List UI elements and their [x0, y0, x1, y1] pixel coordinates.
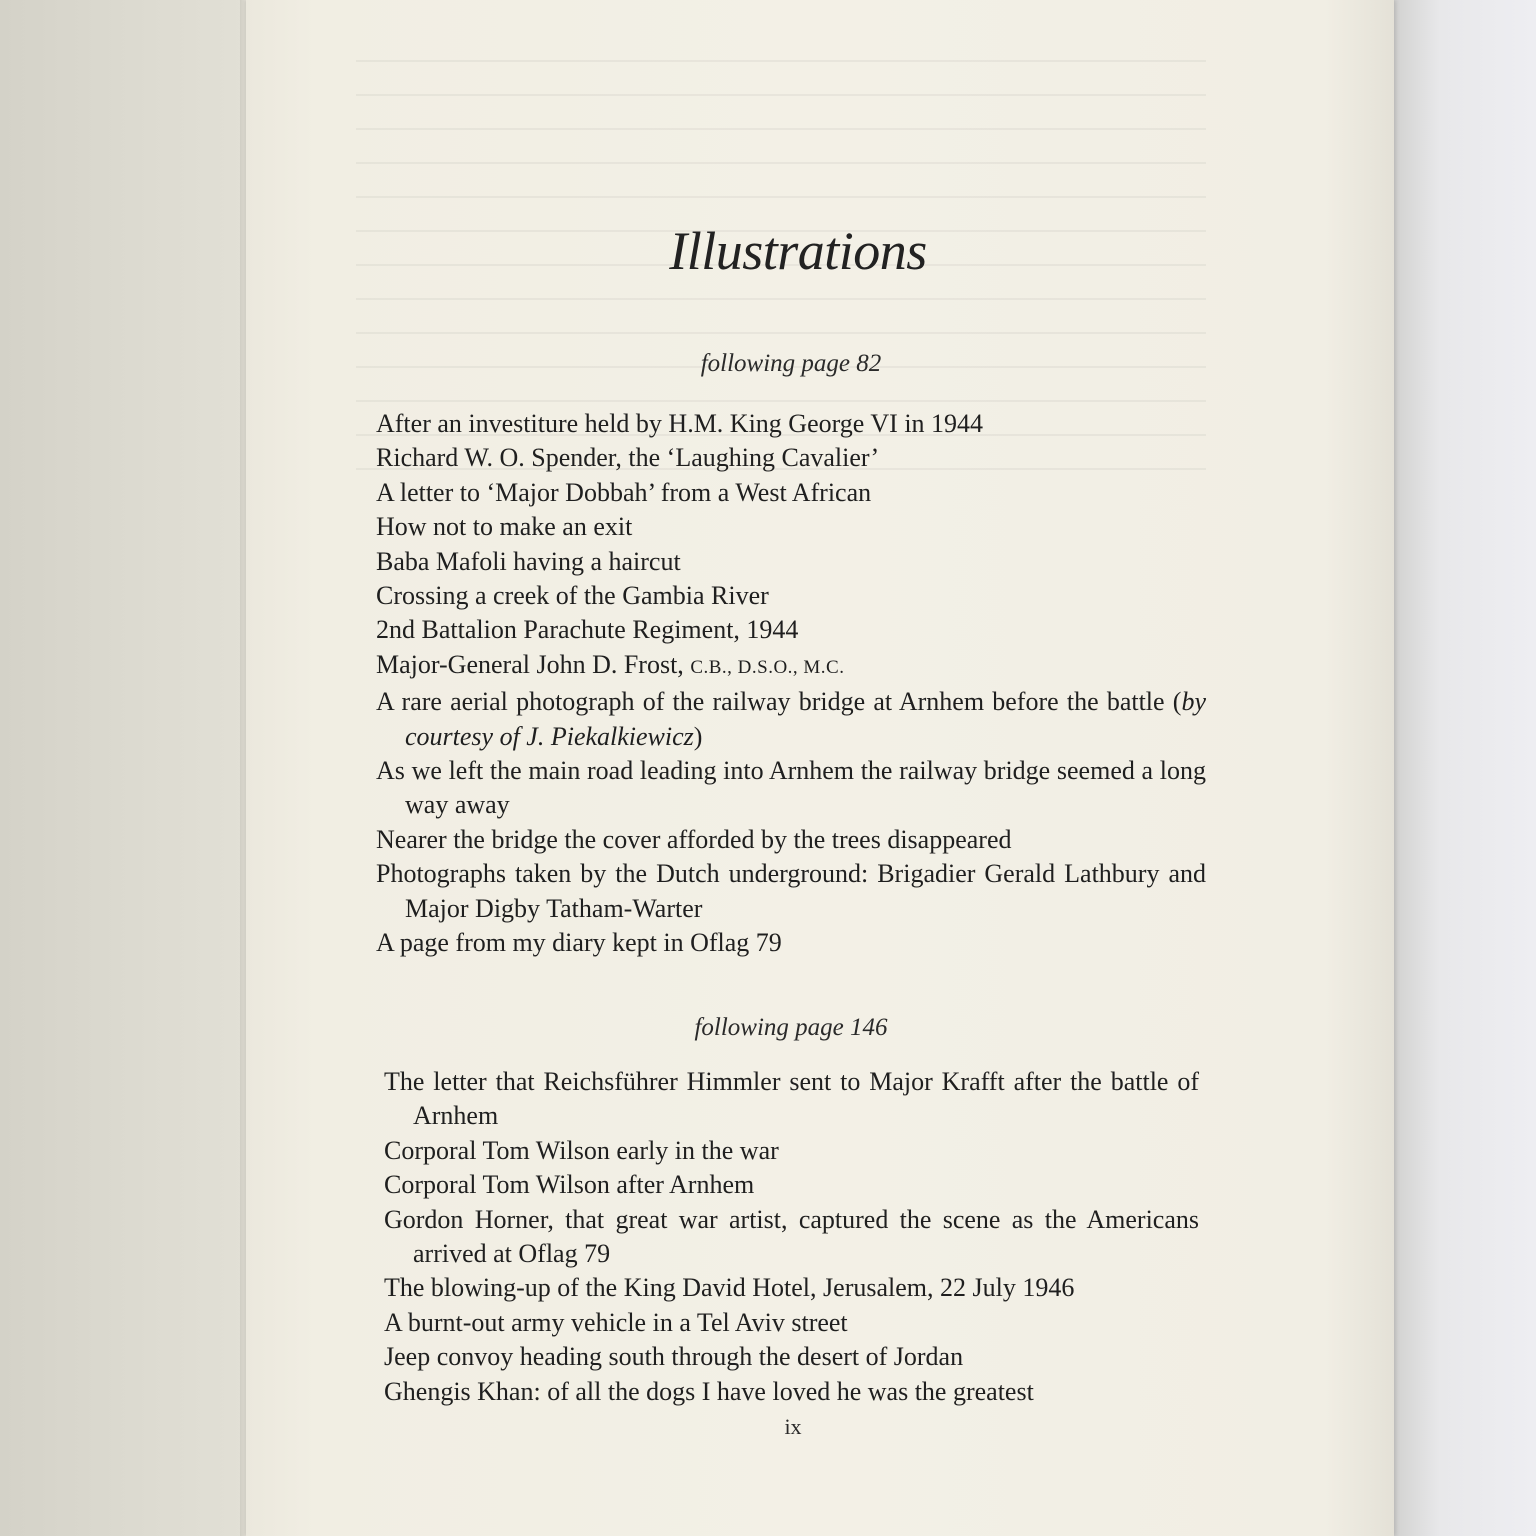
frost-honours: C.B., D.S.O., M.C.	[690, 656, 845, 678]
aerial-credit: by courtesy of J. Piekalkiewicz	[405, 687, 1206, 751]
aerial-caption: A rare aerial photograph of the railway bridge at Arnhem before the battle	[376, 687, 1165, 717]
list-item: A page from my diary kept in Oflag 79	[376, 928, 782, 958]
section-heading-page-82: following page 82	[700, 350, 882, 377]
list-item: Corporal Tom Wilson early in the war	[384, 1135, 779, 1165]
list-item: Jeep convoy heading south through the desert of Jordan	[384, 1342, 964, 1372]
list-item: The letter that Reichsführer Himmler sent to Major Krafft after the battle of Arnhem	[384, 1067, 1199, 1131]
list-item: How not to make an exit	[376, 512, 633, 542]
list-item: Gordon Horner, that great war artist, captured the scene as the Americans arrived at Oflag 79	[384, 1204, 1199, 1269]
page-title: Illustrations	[669, 221, 927, 281]
list-item: Crossing a creek of the Gambia River	[376, 581, 769, 611]
list-item: Baba Mafoli having a haircut	[376, 546, 681, 576]
illustrations-list-page-82	[376, 407, 1206, 961]
list-item: 2nd Battalion Parachute Regiment, 1944	[376, 615, 799, 645]
list-item	[376, 648, 1206, 685]
list-item: Photographs taken by the Dutch underground: Brigadier Gerald Lathbury and Major Digby Tatham-Warter	[376, 859, 1206, 923]
list-item: A burnt-out army vehicle in a Tel Aviv street	[384, 1307, 848, 1337]
illustrations-list-page-146	[384, 1065, 1199, 1409]
list-item: Ghengis Khan: of all the dogs I have loved he was the greatest	[384, 1376, 1034, 1406]
list-item: The blowing-up of the King David Hotel, Jerusalem, 22 July 1946	[384, 1273, 1075, 1303]
list-item: Nearer the bridge the cover afforded by the trees disappeared	[376, 824, 1012, 854]
page-number: ix	[784, 1414, 802, 1439]
frost-caption: Major-General John D. Frost,	[376, 649, 684, 679]
list-item: Corporal Tom Wilson after Arnhem	[384, 1170, 755, 1200]
list-item: A letter to ‘Major Dobbah’ from a West African	[376, 477, 872, 507]
list-item: Richard W. O. Spender, the ‘Laughing Cavalier’	[376, 443, 880, 473]
section-heading-page-146: following page 146	[694, 1014, 888, 1041]
list-item: After an investiture held by H.M. King George VI in 1944	[376, 409, 984, 438]
list-item: As we left the main road leading into Arnhem the railway bridge seemed a long way away	[376, 756, 1206, 820]
list-item: A rare aerial photograph of the railway bridge at Arnhem before the battle (by courtesy of J. Piekalkiewicz)	[376, 687, 1206, 751]
